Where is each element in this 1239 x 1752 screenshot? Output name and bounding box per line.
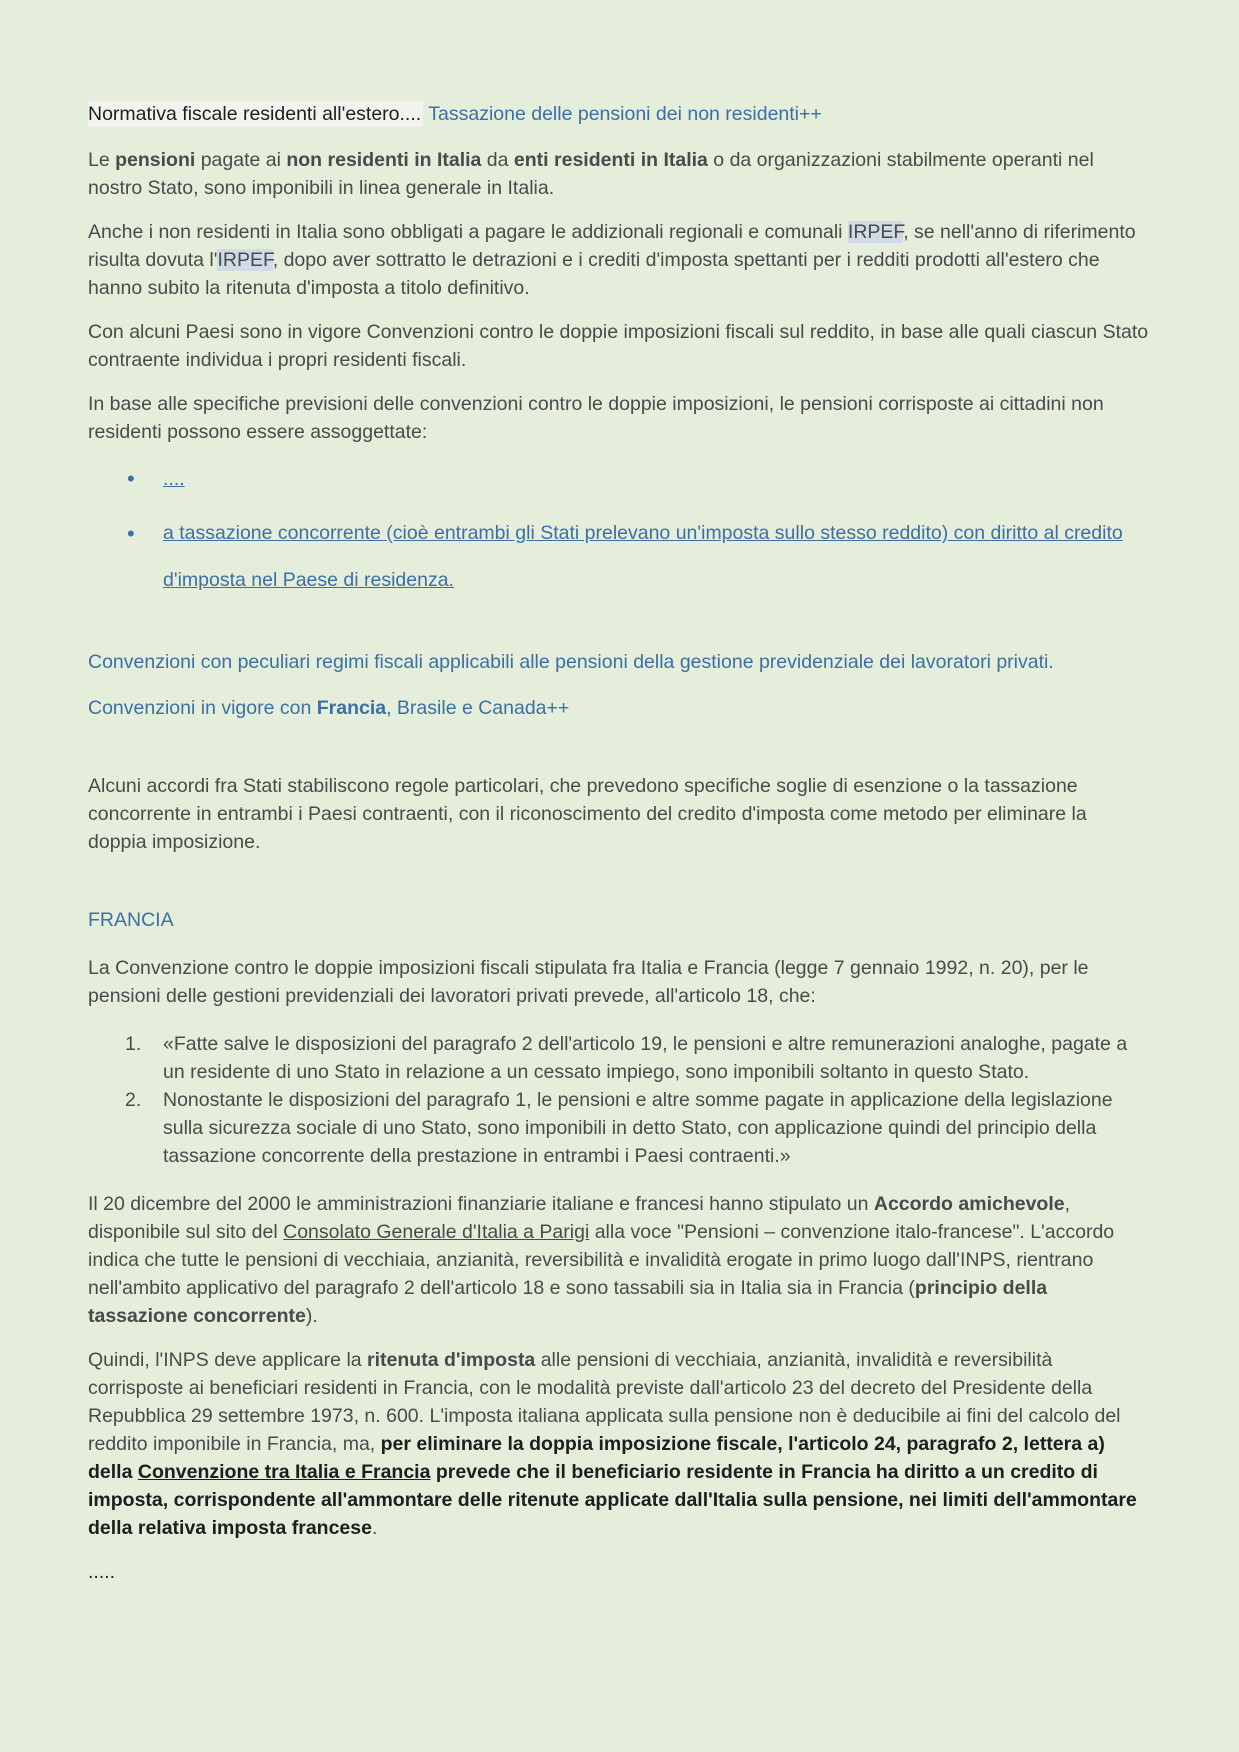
header-title: Normativa fiscale residenti all'estero.... (88, 103, 422, 125)
bold-text: principio della tassazione concorrente (88, 1277, 1048, 1327)
list-item (88, 464, 1150, 494)
bold-text: Francia (316, 697, 387, 719)
list-item (88, 1086, 1150, 1170)
bold-text: Accordo amichevole (873, 1193, 1065, 1215)
text: alla voce "Pensioni – convenzione italo-francese". L'accordo indica che tutte le pensioni di vecchiaia, anzianità, reversibilità e invalidità erogate in primo luogo dall'INPS, rientrano nell'ambito applicativo del paragrafo 2 dell'articolo 18 e sono tassabili sia in Italia sia in Francia ( (88, 1221, 1115, 1299)
bullet-link[interactable]: .... (163, 468, 185, 490)
bold-text: per eliminare la doppia imposizione fiscale, l'articolo 24, paragrafo 2, lettera a) della (88, 1433, 1105, 1483)
text: Quindi, l'INPS deve applicare la (88, 1349, 368, 1371)
numbered-list (88, 1030, 1150, 1170)
paragraph-pensioni (88, 146, 1150, 202)
text: , se nell'anno di riferimento risulta dovuta l' (88, 221, 1136, 271)
paragraph-convenzione-francia: La Convenzione contro le doppie imposizioni fiscali stipulata fra Italia e Francia (legge 7 gennaio 1992, n. 20), per le pensioni delle gestioni previdenziali dei lavoratori privati prevede, all'articolo 18, che: (88, 957, 1089, 1007)
paragraph-convenzioni: Con alcuni Paesi sono in vigore Convenzioni contro le doppie imposizioni fiscali sul reddito, in base alle quali ciascun Stato contraente individua i propri residenti fiscali. (88, 321, 1149, 371)
irpef-highlight: IRPEF (847, 221, 904, 243)
list-text: Nonostante le disposizioni del paragrafo 1, le pensioni e altre somme pagate in applicazione della legislazione sulla sicurezza sociale di uno Stato, sono imponibili in detto Stato, con applicazione quindi del principio della tassazione concorrente della prestazione in entrambi i Paesi contraenti.» (163, 1089, 1113, 1167)
ending-ellipsis: ..... (88, 1561, 116, 1583)
text: o da organizzazioni stabilmente operanti nel nostro Stato, sono imponibili in linea generale in Italia. (88, 149, 1094, 199)
text: pagate ai (195, 149, 287, 171)
text: ). (305, 1305, 318, 1327)
text: alle pensioni di vecchiaia, anzianità, invalidità e reversibilità corrisposte ai beneficiari residenti in Francia, con le modalità previste dall'articolo 23 del decreto del Presidente della Repubblica 29 settembre 1973, n. 600. L'imposta italiana applicata sulla pensione non è deducibile ai fini del calcolo del reddito imponibile in Francia, ma, (88, 1349, 1121, 1455)
section-heading: FRANCIA (88, 909, 174, 931)
paragraph-accordi: Alcuni accordi fra Stati stabiliscono regole particolari, che prevedono specifiche soglie di esenzione o la tassazione concorrente in entrambi i Paesi contraenti, con il riconoscimento del credito d'imposta come metodo per eliminare la doppia imposizione. (88, 775, 1087, 853)
text: Il 20 dicembre del 2000 le amministrazioni finanziarie italiane e francesi hanno stipulato un (88, 1193, 874, 1215)
bold-text: enti residenti in Italia (513, 149, 708, 171)
list-number: 2. (125, 1089, 142, 1111)
bullet-list (88, 464, 1150, 604)
convenzione-link[interactable]: Convenzione tra Italia e Francia (137, 1461, 431, 1483)
paragraph-irpef (88, 218, 1150, 302)
paragraph-previsioni: In base alle specifiche previsioni delle convenzioni contro le doppie imposizioni, le pensioni corrisposte ai cittadini non residenti possono essere assoggettate: (88, 393, 1104, 443)
link-convenzioni-vigore[interactable] (88, 694, 1150, 722)
bold-text: pensioni (115, 149, 196, 171)
bold-text: prevede che il beneficiario residente in Francia ha diritto a un credito di imposta, corrispondente all'ammontare delle ritenute applicate dall'Italia sulla pensione, nei limiti dell'ammontare della relativa imposta francese (88, 1461, 1137, 1539)
bold-text: ritenuta d'imposta (367, 1349, 536, 1371)
irpef-highlight: IRPEF (217, 249, 273, 271)
document-content (88, 100, 1150, 1586)
text: Le (88, 149, 116, 171)
bullet-icon: • (127, 466, 135, 491)
list-text: «Fatte salve le disposizioni del paragrafo 2 dell'articolo 19, le pensioni e altre remunerazioni analoghe, pagate a un residente di uno Stato in relazione a un cessato impiego, sono imponibili soltanto in questo Stato. (163, 1033, 1128, 1083)
paragraph-accordo (88, 1190, 1150, 1330)
header-line (88, 100, 1150, 128)
text: , Brasile e Canada++ (386, 697, 570, 719)
text: , dopo aver sottratto le detrazioni e i crediti d'imposta spettanti per i redditi prodotti all'estero che hanno subito la ritenuta d'imposta a titolo definitivo. (88, 249, 1100, 299)
consolato-link[interactable]: Consolato Generale d'Italia a Parigi (283, 1221, 590, 1243)
text: , disponibile sul sito del (88, 1193, 1071, 1243)
bold-text: non residenti in Italia (286, 149, 482, 171)
paragraph-ritenuta (88, 1346, 1150, 1542)
header-link[interactable]: Tassazione delle pensioni dei non residenti++ (428, 103, 822, 125)
text: Anche i non residenti in Italia sono obbligati a pagare le addizionali regionali e comunali (88, 221, 848, 243)
list-number: 1. (125, 1033, 142, 1055)
text: . (371, 1517, 378, 1539)
list-item (88, 510, 1150, 604)
list-item (88, 1030, 1150, 1086)
link-convenzioni-peculiari[interactable]: Convenzioni con peculiari regimi fiscali applicabili alle pensioni della gestione previdenziale dei lavoratori privati. (88, 651, 1054, 673)
bullet-link[interactable]: a tassazione concorrente (cioè entrambi gli Stati prelevano un'imposta sullo stesso reddito) con diritto al credito d'imposta nel Paese di residenza. (163, 522, 1123, 591)
bullet-icon: • (127, 521, 135, 546)
text: da (481, 149, 514, 171)
text: Convenzioni in vigore con (88, 697, 317, 719)
